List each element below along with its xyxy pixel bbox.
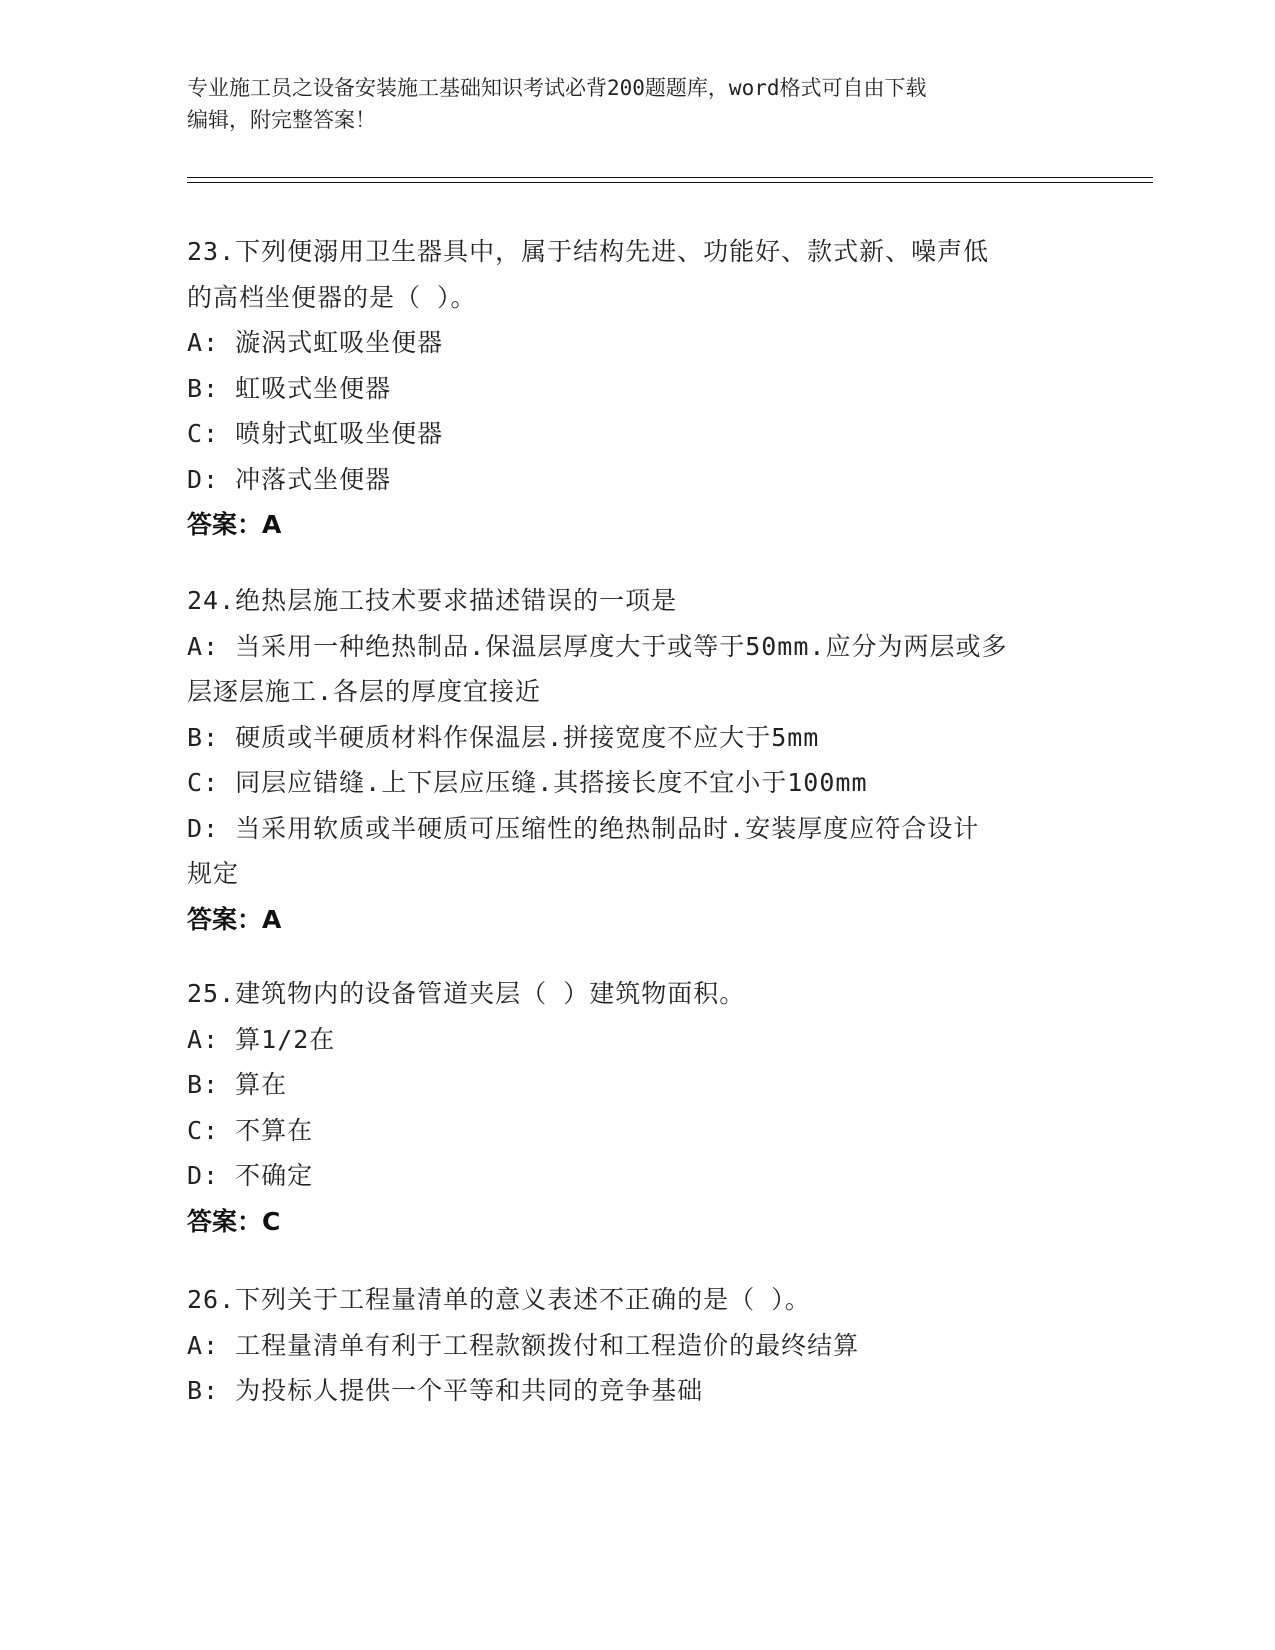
- question-23: [187, 229, 1087, 548]
- option-a: A: 算1/2在: [187, 1024, 336, 1054]
- option-b: B: 虹吸式坐便器: [187, 373, 392, 403]
- question-24: [187, 578, 1087, 942]
- option-a: A: 漩涡式虹吸坐便器: [187, 328, 444, 357]
- option-a: A: 当采用一种绝热制品.保温层厚度大于或等于50mm.应分为两层或多: [187, 631, 1008, 661]
- option-d: D: 冲落式坐便器: [187, 464, 392, 494]
- option-c: C: 同层应错缝.上下层应压缝.其搭接长度不宜小于100mm: [187, 768, 868, 797]
- question-stem: 的高档坐便器的是（ ）。: [187, 282, 477, 312]
- document-header: [187, 72, 1087, 136]
- answer-label: 答案：A: [187, 904, 282, 934]
- question-26: [187, 1277, 1087, 1414]
- question-stem: 25.建筑物内的设备管道夹层（ ）建筑物面积。: [187, 979, 746, 1008]
- option-d: D: 不确定: [187, 1161, 314, 1190]
- option-b: B: 为投标人提供一个平等和共同的竞争基础: [187, 1376, 704, 1405]
- option-d-continued: 规定: [187, 859, 240, 888]
- answer-label: 答案：C: [187, 1206, 281, 1236]
- header-line-1: 专业施工员之设备安装施工基础知识考试必背200题题库，word格式可自由下载: [187, 76, 927, 100]
- header-divider-top: [187, 177, 1153, 178]
- answer-label: 答案：A: [187, 510, 282, 539]
- question-stem: 23.下列便溺用卫生器具中，属于结构先进、功能好、款式新、噪声低: [187, 237, 990, 266]
- option-d: D: 当采用软质或半硬质可压缩性的绝热制品时.安装厚度应符合设计: [187, 813, 980, 843]
- option-a-continued: 层逐层施工.各层的厚度宜接近: [187, 677, 542, 706]
- option-c: C: 不算在: [187, 1115, 314, 1145]
- option-b: B: 硬质或半硬质材料作保温层.拼接宽度不应大于5mm: [187, 722, 820, 752]
- header-line-2: 编辑，附完整答案！: [187, 108, 376, 132]
- question-stem: 26.下列关于工程量清单的意义表述不正确的是（ ）。: [187, 1285, 811, 1314]
- question-stem: 24.绝热层施工技术要求描述错误的一项是: [187, 586, 678, 615]
- question-25: [187, 971, 1087, 1244]
- option-b: B: 算在: [187, 1070, 288, 1099]
- option-a: A: 工程量清单有利于工程款额拨付和工程造价的最终结算: [187, 1330, 860, 1360]
- header-divider-bottom: [187, 182, 1153, 183]
- option-c: C: 喷射式虹吸坐便器: [187, 419, 444, 448]
